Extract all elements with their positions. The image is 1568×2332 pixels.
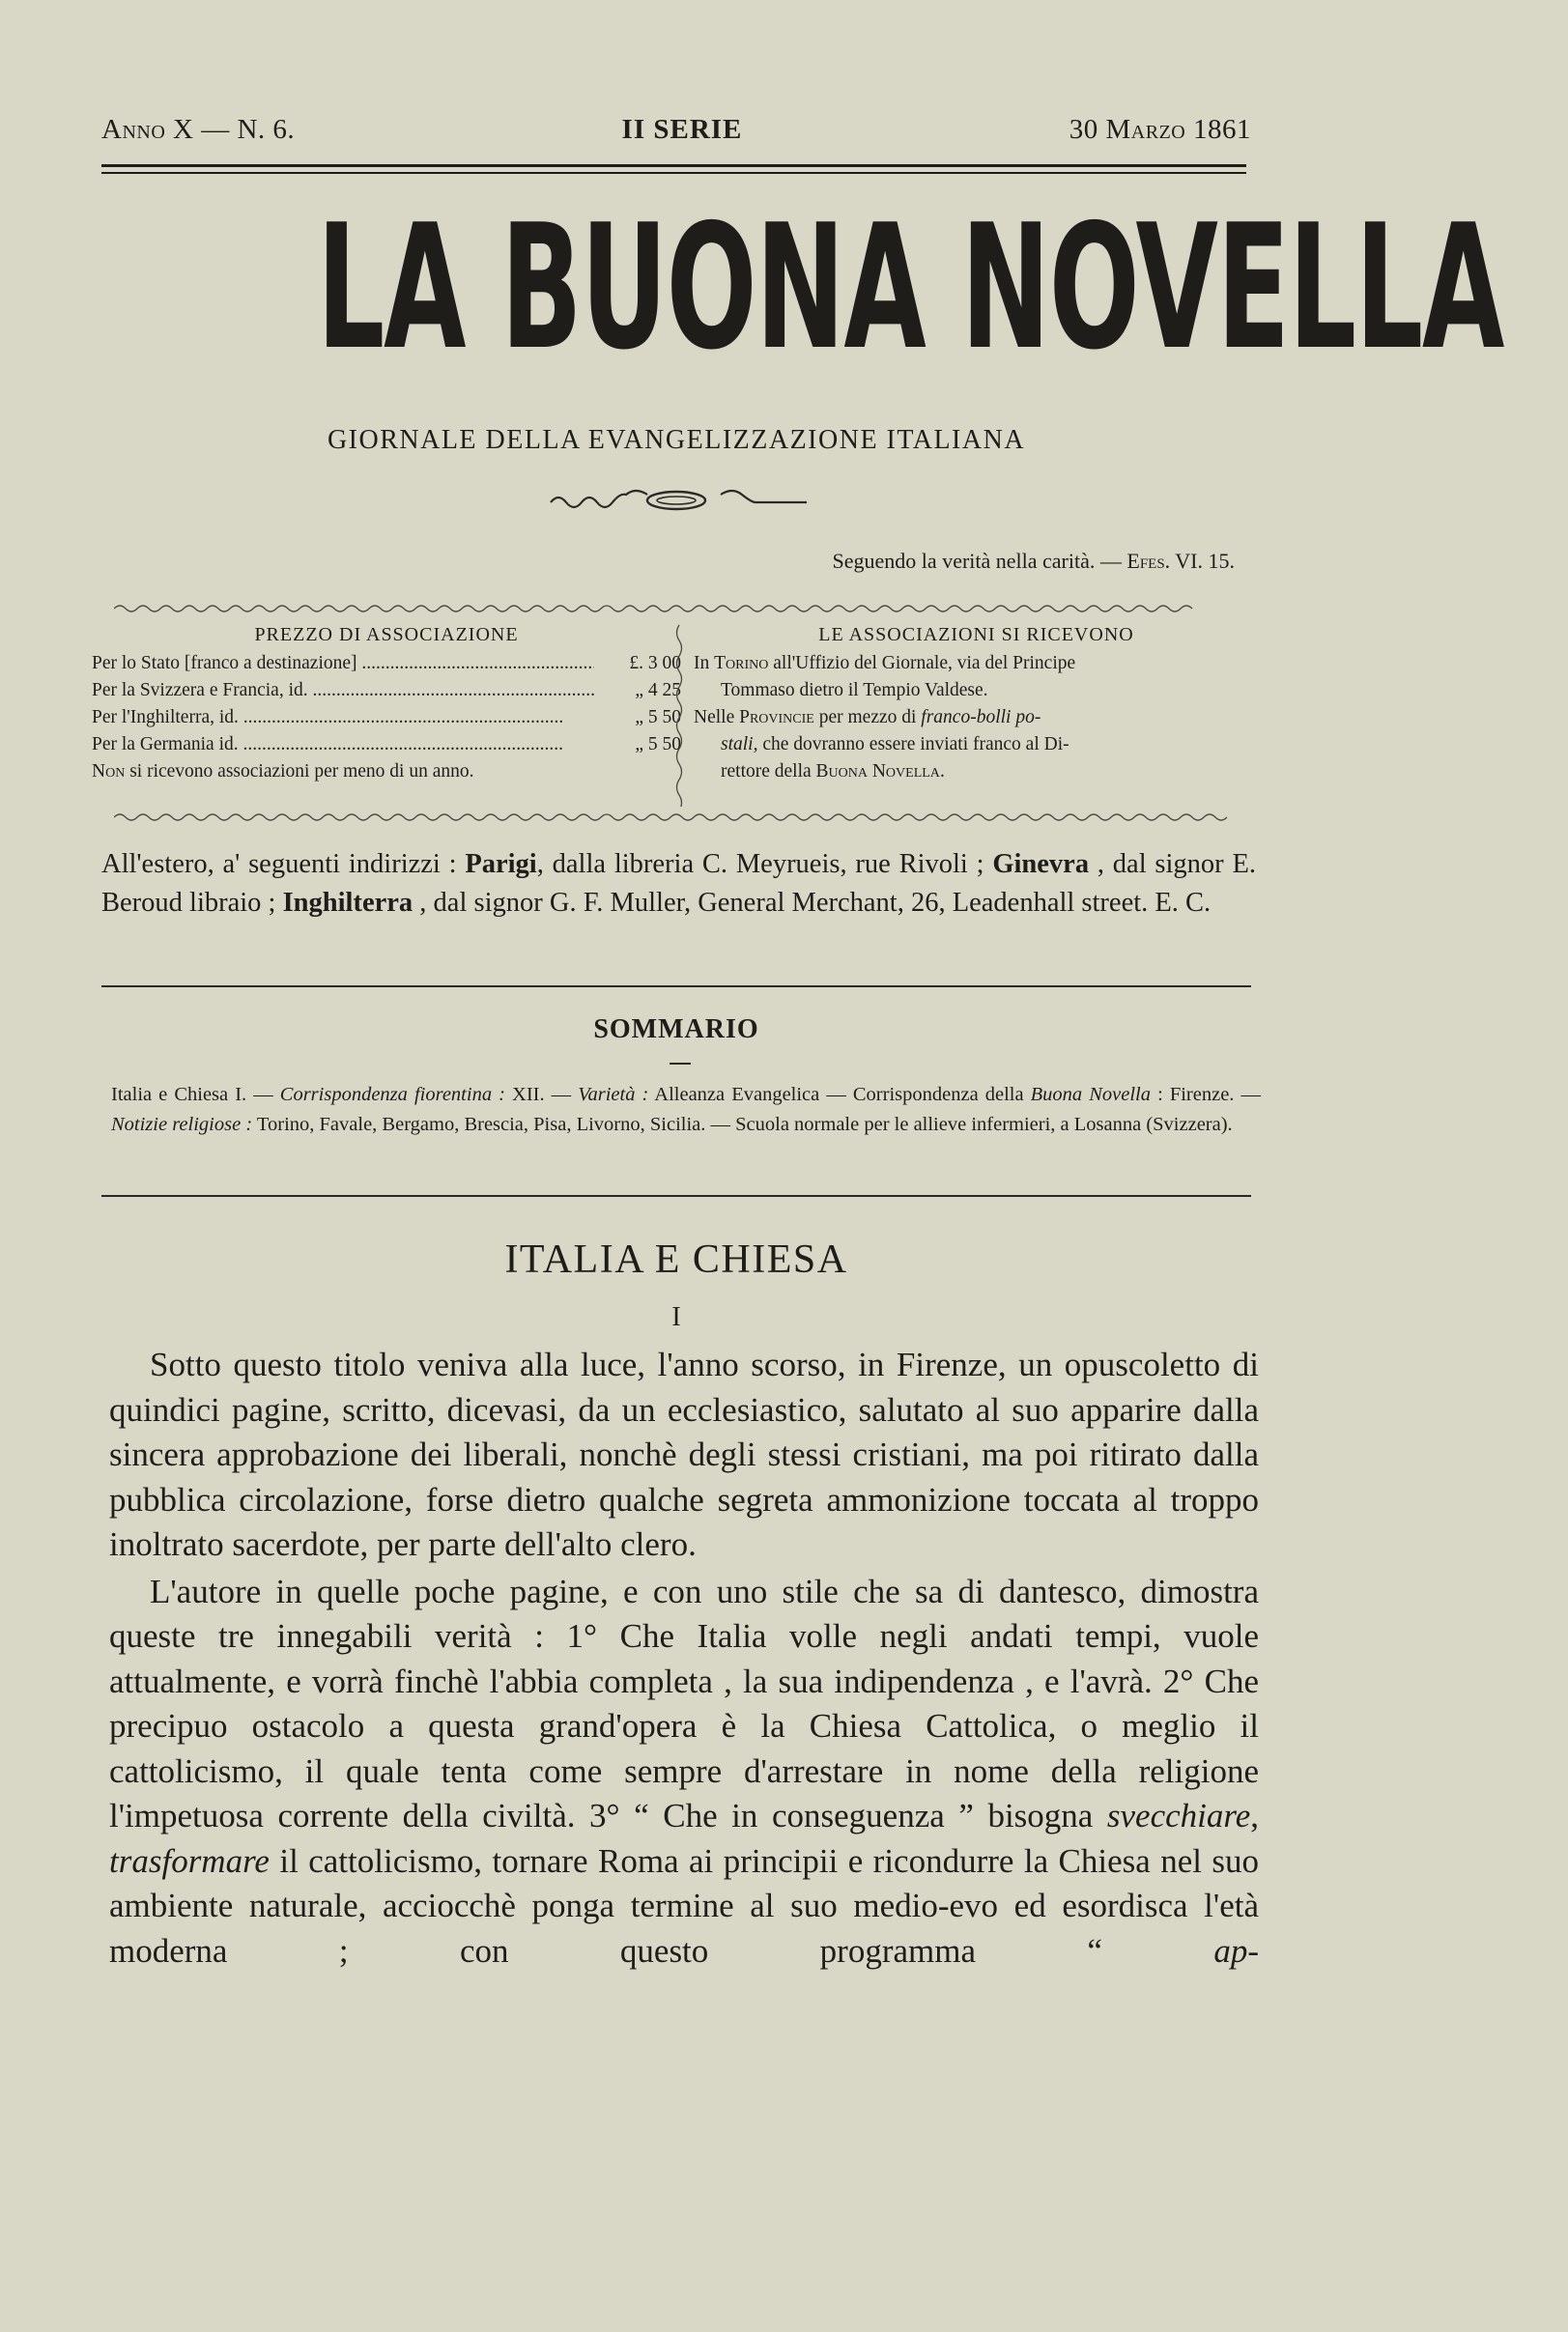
article-number: I [671,1302,681,1332]
price-row: Per la Svizzera e Francia, id. ..... „ 4 25 [92,677,681,704]
article-paragraph: L'autore in quelle poche pagine, e con uno stile che sa di dantesco, dimostra queste tre innegabili verità : 1° Che Italia volle negli andati tempi, vuole attualmente, e vorrà finchè l'abbia completa , la sua indipendenza , e l'avrà. 2° Che precipuo ostacolo a questa grand'opera è la Chiesa Cattolica, o meglio il cattolicismo, il quale tenta come sempre d'arrestare in nome della religione l'impetuosa corrente della civiltà. 3° “ Che in conseguenza ” bisogna svecchiare, trasformare il cattolicismo, tornare Roma ai principii e ricondurre la Chiesa nel suo ambiente naturale, acciocchè ponga termine al suo medio-evo ed esordisca l'età moderna ; con questo programma “ ap- [109,1572,1259,1970]
price-row: Per l'Inghilterra, id. ..... „ 5 50 [92,704,681,731]
subscription-prices [92,621,681,785]
offices-heading: LE ASSOCIAZIONI SI RICEVONO [818,624,1134,645]
epigraph: Seguendo la verità nella carità. — Efes. VI. 15. [832,549,1235,573]
summary-heading: SOMMARIO [593,1014,759,1044]
summary-dash [670,1063,691,1065]
article-body [109,1343,1259,1974]
wavy-rule-top [114,603,1254,614]
issue-line [101,114,1251,146]
prices-note: Non si ricevono associazioni per meno di un anno. [92,761,474,782]
offices-line: stali, che dovranno essere inviati franco al Di- [721,734,1069,754]
newspaper-title: LA BUONA NOVELLA [317,187,1504,387]
price-row: Per la Germania id. ..... „ 5 50 [92,731,681,758]
wavy-rule-bottom [114,811,1254,823]
article-title: ITALIA E CHIESA [504,1237,848,1282]
ornament-flourish-icon [546,483,807,522]
subscription-offices [694,621,1259,785]
foreign-addresses: All'estero, a' seguenti indirizzi : Parigi, dalla libreria C. Meyrueis, rue Rivoli ; Ginevra , dal signor E. Beroud libraio ; Inghilterra , dal signor G. F. Muller, General Merchant, 26, Leadenhall street. E. C. [101,849,1256,918]
offices-line: rettore della Buona Novella. [721,761,945,782]
prices-heading: PREZZO DI ASSOCIAZIONE [254,624,519,645]
offices-line: Tommaso dietro il Tempio Valdese. [721,680,988,700]
issue-date: 30 Marzo 1861 [1069,114,1251,145]
section-rule [101,985,1251,987]
section-rule [101,1195,1251,1197]
header-double-rule [101,164,1246,174]
series-label: II SERIE [621,114,743,145]
article-paragraph: Sotto questo titolo veniva alla luce, l'anno scorso, in Firenze, un opuscoletto di quindici pagine, scritto, dicevasi, da un ecclesiastico, salutato al suo apparire dalla sincera approbazione dei liberali, nonchè degli stessi cristiani, ma poi ritirato dalla pubblica circolazione, forse dietro qualche segreta ammonizione toccata al troppo inoltrato sacerdote, per parte dell'alto clero. [109,1346,1259,1563]
offices-line: In Torino all'Uffizio del Giornale, via del Principe [694,653,1076,673]
price-row: Per lo Stato [franco a destinazione] ..... £. 3 00 [92,650,681,677]
summary-text: Italia e Chiesa I. — Corrispondenza fiorentina : XII. — Varietà : Alleanza Evangelica — Corrispondenza della Buona Novella : Firenze. — Notizie religiose : Torino, Favale, Bergamo, Brescia, Pisa, Livorno, Sicilia. — Scuola normale per le allieve infermieri, a Losanna (Svizzera). [111,1084,1261,1135]
issue-number: Anno X — N. 6. [101,114,296,145]
column-brace-divider [670,623,688,807]
offices-line: Nelle Provincie per mezzo di franco-bolli po- [694,707,1041,727]
newspaper-subtitle: GIORNALE DELLA EVANGELIZZAZIONE ITALIANA [327,425,1026,455]
